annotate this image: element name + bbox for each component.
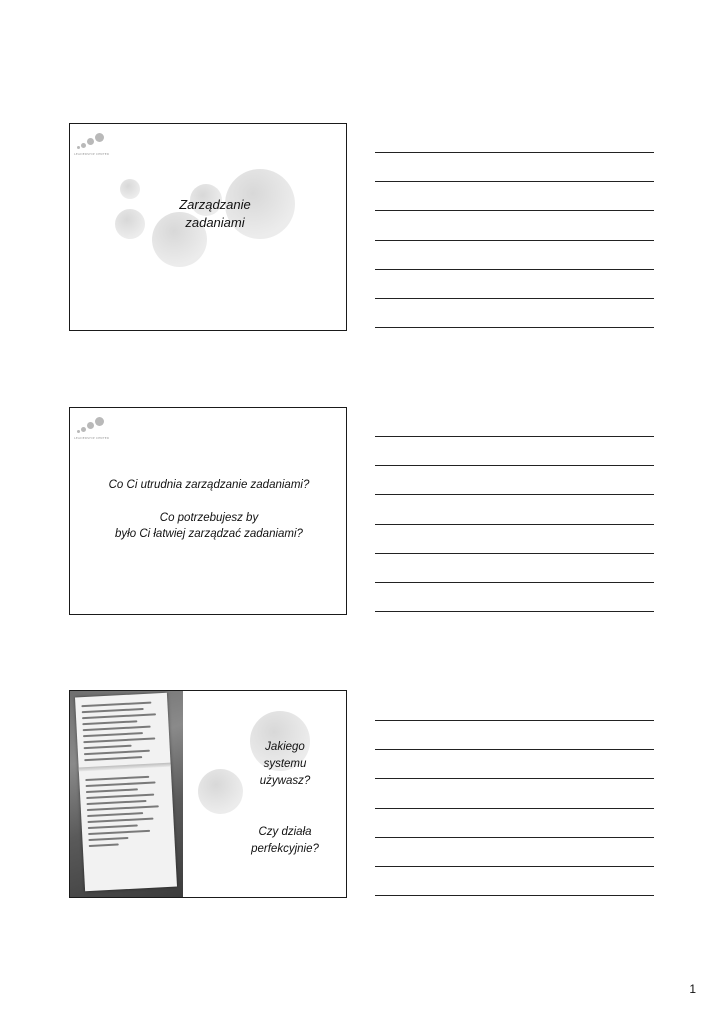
note-line [375,298,654,299]
logo-text: LEADERSHIP CENTER [74,436,110,440]
page-number: 1 [689,982,696,996]
note-line [375,210,654,211]
notebook-photo [70,691,183,897]
note-line [375,895,654,896]
note-line [375,494,654,495]
question-text: Co potrzebujesz by było Ci łatwiej zarządzać zadaniami? [115,512,303,540]
logo-text: LEADERSHIP CENTER [74,152,110,156]
note-line [375,611,654,612]
note-line [375,152,654,153]
note-line [375,465,654,466]
slide-2 [69,407,347,615]
note-line [375,181,654,182]
slide-1 [69,123,347,331]
note-line [375,837,654,838]
note-line [375,808,654,809]
slide-title: Zarządzanie zadaniami [179,197,251,230]
question-text: Jakiego systemu używasz? [259,741,311,787]
note-line [375,866,654,867]
note-line [375,524,654,525]
note-line [375,436,654,437]
notepad [75,693,177,892]
note-line [375,778,654,779]
logo [73,130,113,158]
slide-3 [69,690,347,898]
note-line [375,749,654,750]
logo [73,414,113,442]
question-text: Czy działa perfekcyjnie? [251,826,319,855]
note-line [375,269,654,270]
note-line [375,582,654,583]
note-line [375,553,654,554]
question-text: Co Ci utrudnia zarządzanie zadaniami? [108,479,310,491]
note-line [375,327,654,328]
note-line [375,720,654,721]
note-line [375,240,654,241]
